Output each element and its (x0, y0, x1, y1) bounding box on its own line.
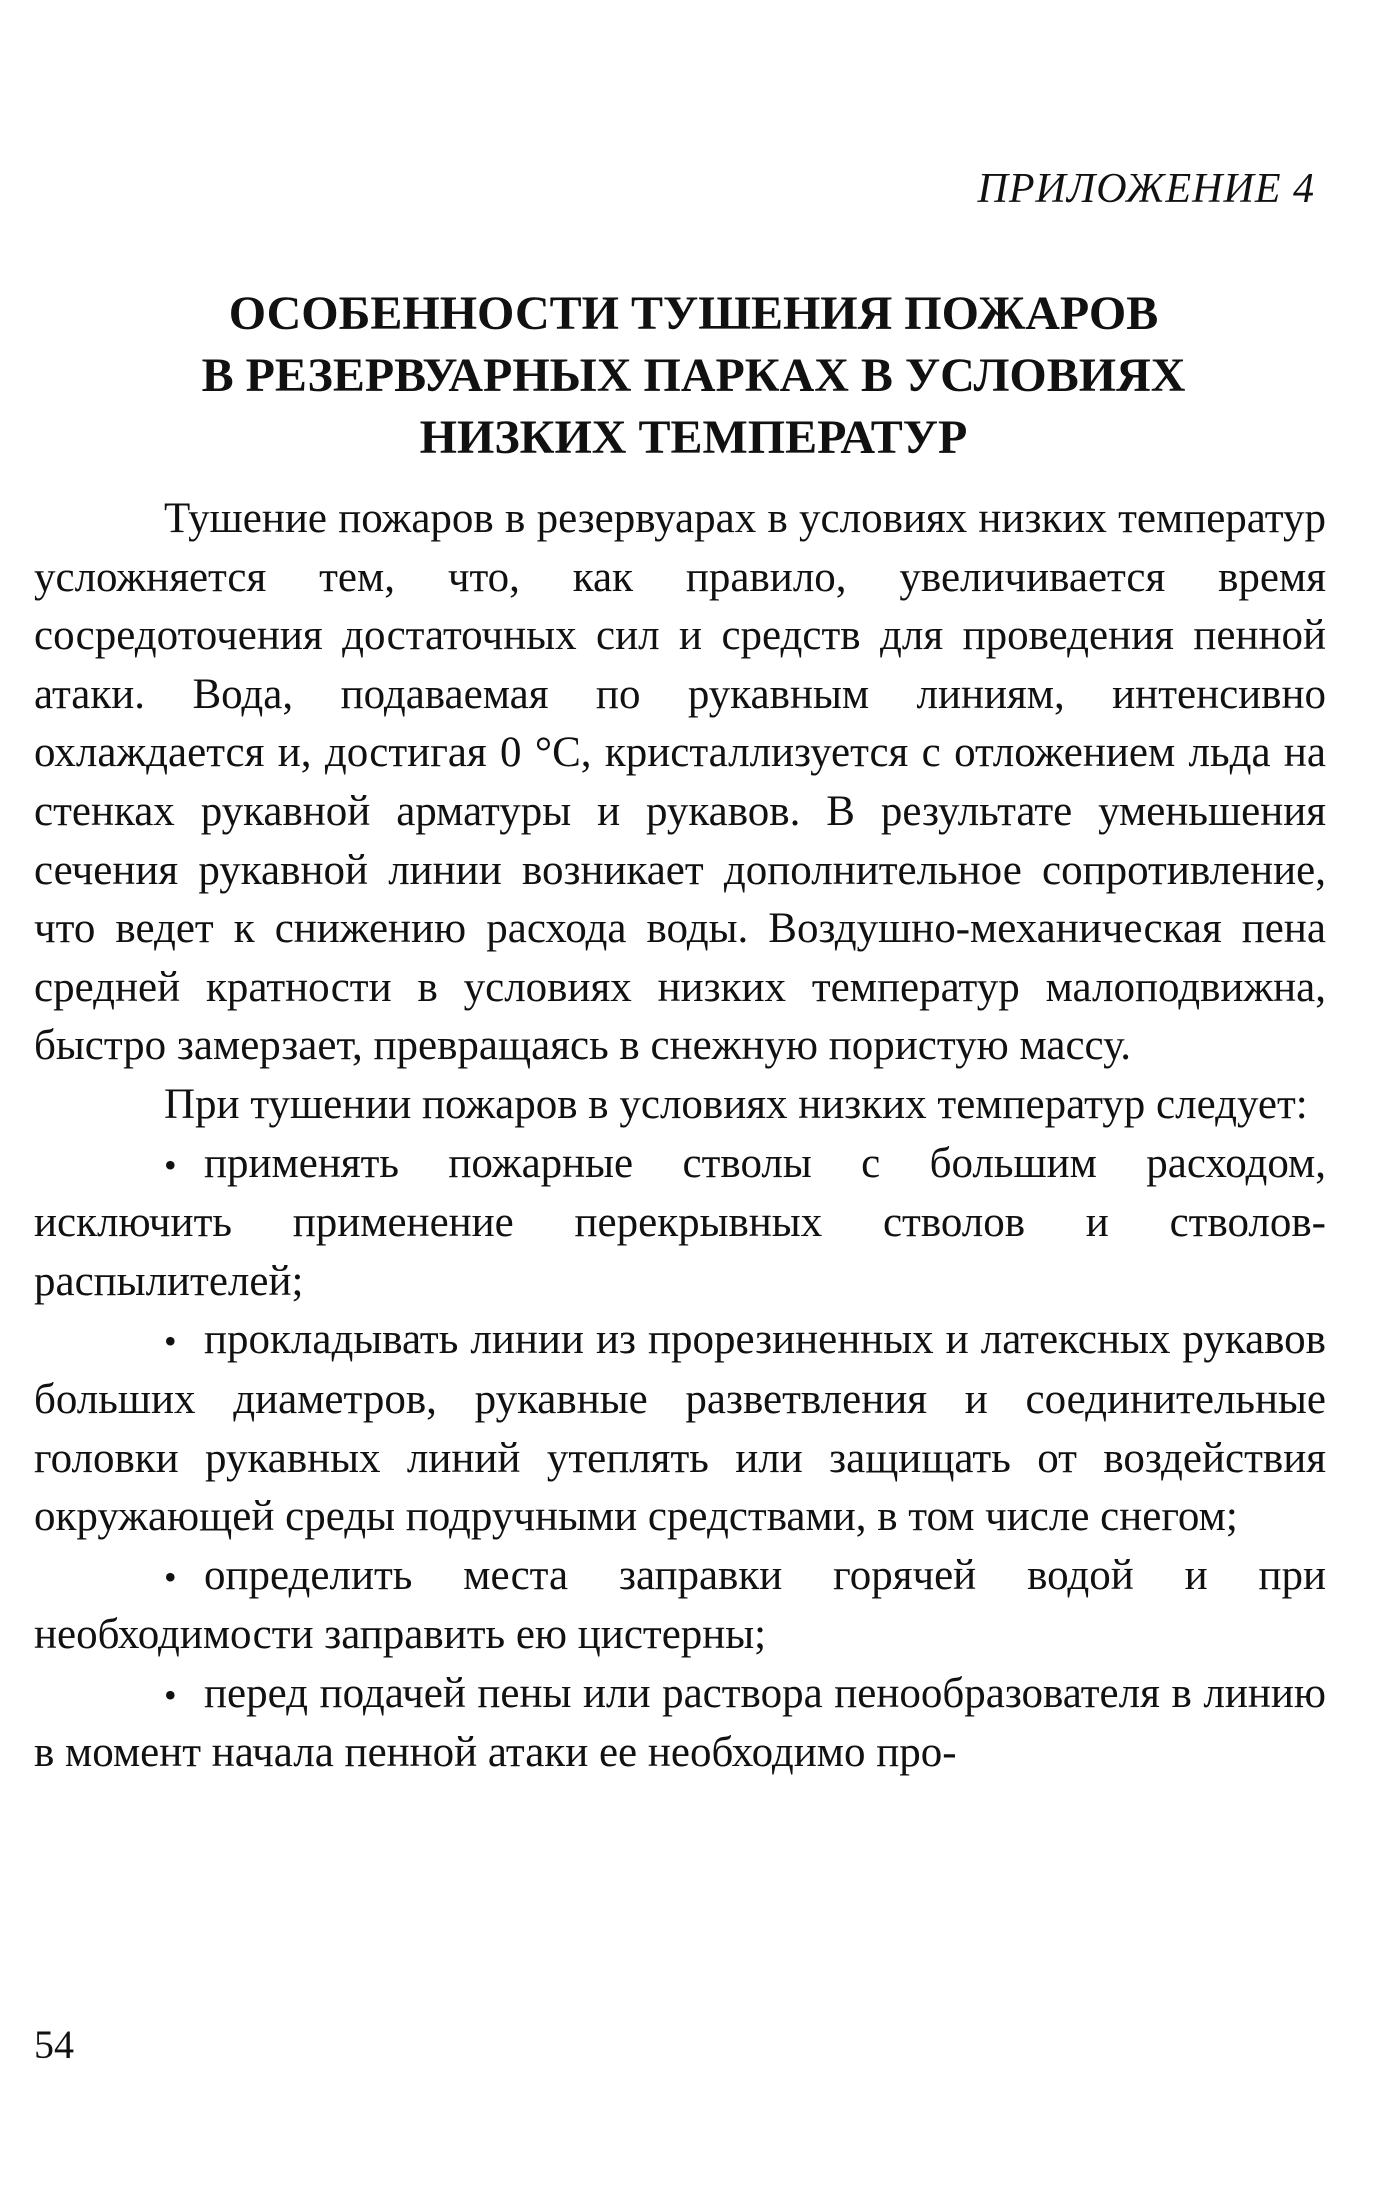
list-item-text: перед подачей пены или раствора пенообразователя в линию в момент начала пенной атаки ее необходимо про- (34, 1669, 1326, 1777)
section-title (0, 283, 1387, 469)
list-item-text: прокладывать линии из прорезиненных и латексных рукавов больших диаметров, рукавные разветвления и соединительные головки рукавных линий утеплять или защищать от воздействия окружающей среды подручными средствами, в том числе снегом; (34, 1316, 1326, 1541)
list-item (34, 1547, 1326, 1665)
appendix-label: ПРИЛОЖЕНИЕ 4 (977, 166, 1315, 212)
list-item (34, 1311, 1326, 1546)
title-line-2: В РЕЗЕРВУАРНЫХ ПАРКАХ В УСЛОВИЯХ (201, 349, 1186, 402)
list-item-text: определить места заправки горячей водой и при необходимости заправить ею цистерны; (34, 1551, 1326, 1659)
list-item (34, 1665, 1326, 1783)
paragraph-requirements-lead: При тушении пожаров в условиях низких температур следует: (164, 1080, 1308, 1128)
list-item (34, 1135, 1326, 1312)
title-line-3: НИЗКИХ ТЕМПЕРАТУР (419, 411, 968, 464)
paragraph-intro: Тушение пожаров в резервуарах в условиях низких температур усложняется тем, что, как правило, увеличивается время сосредоточения достаточных сил и средств для проведения пенной атаки. Вода, подаваемая по рукавным линиям, интенсивно охлаждается и, достигая 0 °С, кристаллизуется с отложением льда на стенках рукавной арматуры и рукавов. В результате уменьшения сечения рукавной линии возникает дополнительное сопротивление, что ведет к снижению расхода воды. Воздушно-механическая пена средней кратности в условиях низких температур малоподвижна, быстро замерзает, превращаясь в снежную пористую массу. (34, 495, 1326, 1070)
bullet-icon: • (164, 1144, 177, 1185)
body-text (34, 490, 1326, 1783)
list-item-text: применять пожарные стволы с большим расходом, исключить применение перекрывных стволов и стволов-распылителей; (34, 1139, 1326, 1305)
title-line-1: ОСОБЕННОСТИ ТУШЕНИЯ ПОЖАРОВ (228, 287, 1159, 340)
bullet-icon: • (164, 1556, 177, 1597)
bullet-icon: • (164, 1674, 177, 1715)
page-number: 54 (34, 2022, 74, 2067)
bullet-icon: • (164, 1321, 177, 1362)
requirements-list (34, 1135, 1326, 1784)
